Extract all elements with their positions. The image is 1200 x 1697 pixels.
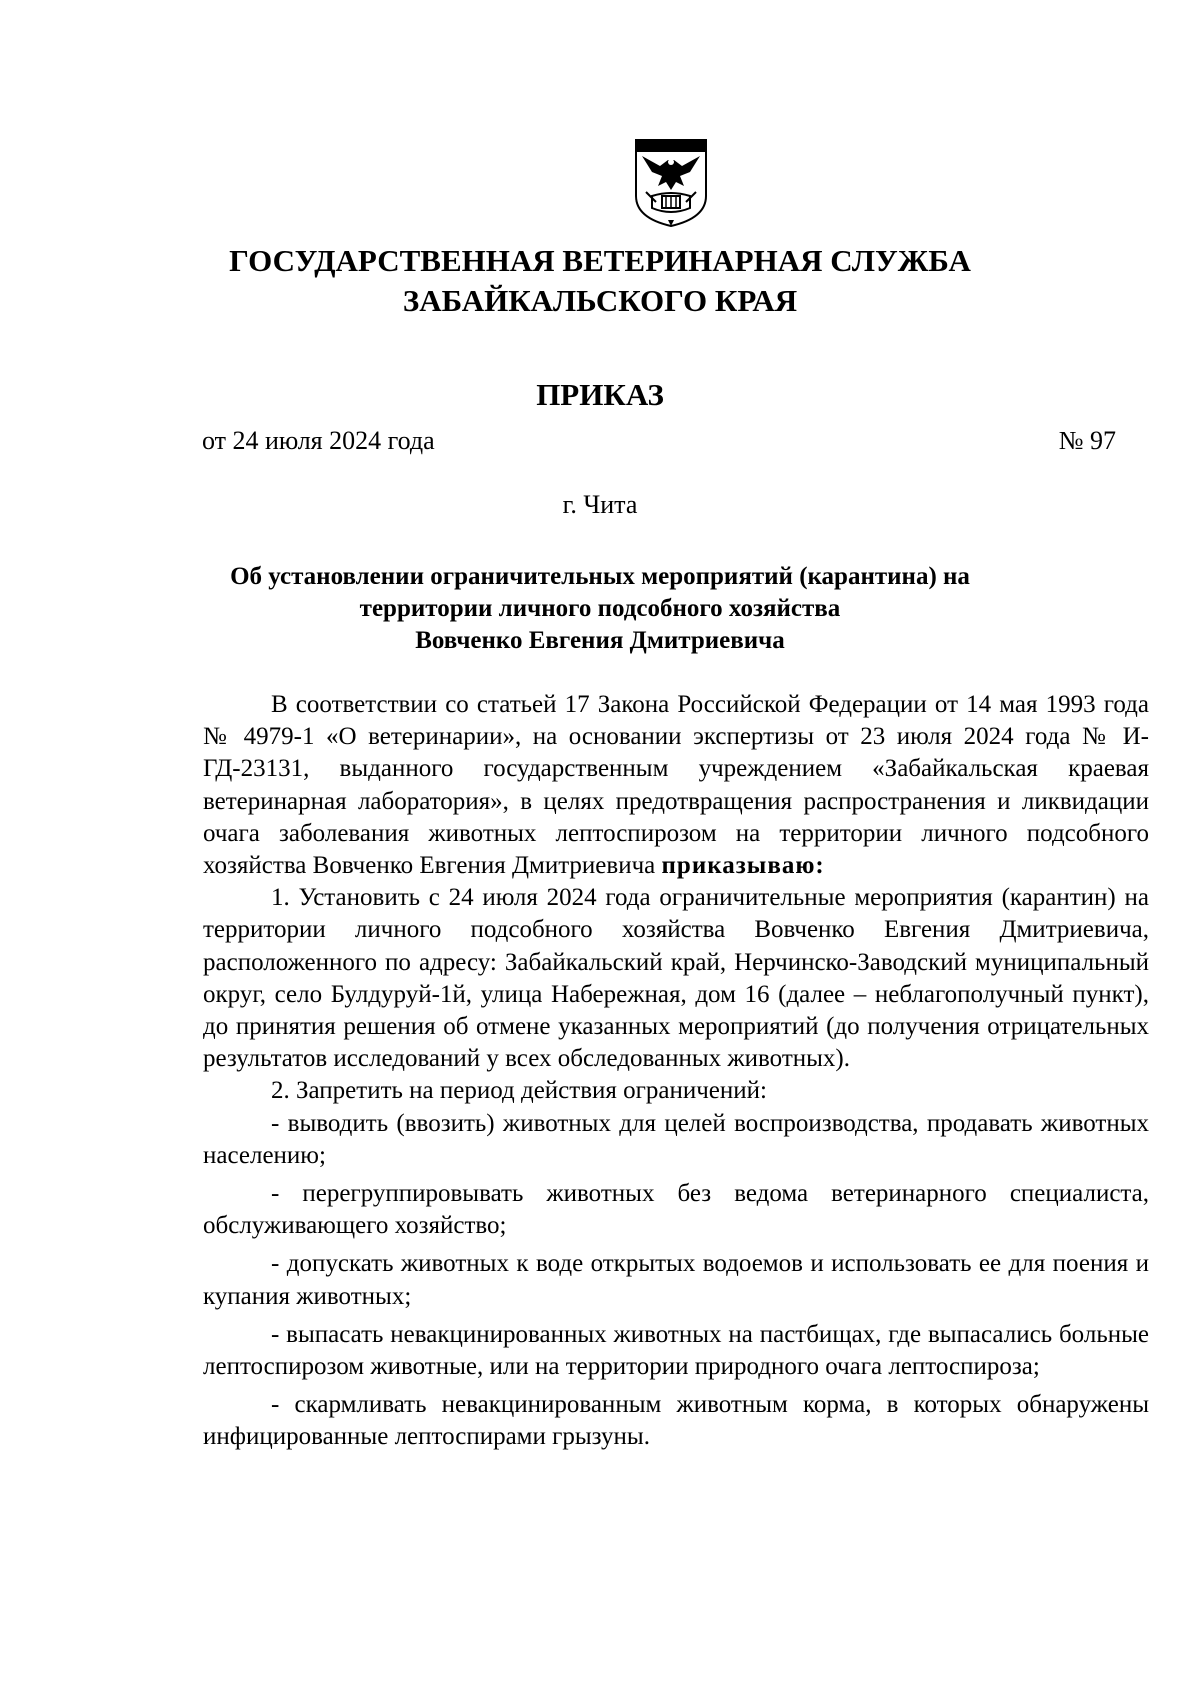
order-word: приказываю: (661, 852, 825, 880)
bullet-item: - перегруппировывать животных без ведома ветеринарного специалиста, обслуживающего хозяйство; (203, 1180, 1149, 1240)
bullet-item: - скармливать невакцинированным животным корма, в которых обнаружены инфицированные лептоспирами грызуны. (203, 1391, 1149, 1451)
organization-name-line2: ЗАБАЙКАЛЬСКОГО КРАЯ (402, 283, 798, 318)
document-body (203, 689, 1149, 1454)
document-city: г. Чита (562, 490, 638, 519)
bullet-item: - выводить (ввозить) животных для целей воспроизводства, продавать животных населению; (203, 1109, 1149, 1169)
subject-line: Вовченко Евгения Дмитриевича (415, 627, 785, 654)
item-2-paragraph: 2. Запретить на период действия ограничений: (271, 1077, 767, 1105)
document-date: от 24 июля 2024 года (202, 426, 435, 455)
organization-name-line1: ГОСУДАРСТВЕННАЯ ВЕТЕРИНАРНАЯ СЛУЖБА (229, 243, 971, 278)
coat-of-arms-emblem (632, 136, 710, 228)
document-title: ПРИКАЗ (536, 377, 664, 412)
bullet-item: - допускать животных к воде открытых водоемов и использовать ее для поения и купания животных; (203, 1250, 1149, 1310)
preamble-paragraph (203, 689, 1149, 882)
item-1-paragraph: 1. Установить с 24 июля 2024 года ограничительные мероприятия (карантин) на территории личного подсобного хозяйства Вовченко Евгения Дмитриевича, расположенного по адресу: Забайкальский край, Нерчинско-Заводский муниципальный округ, село Булдуруй-1й, улица Набережная, дом 16 (далее – неблагополучный пункт), до принятия решения об отмене указанных мероприятий (до получения отрицательных результатов исследований у всех обследованных животных). (203, 884, 1149, 1073)
document-subject (0, 561, 1200, 657)
preamble-text: В соответствии со статьей 17 Закона Российской Федерации от 14 мая 1993 года № 4979-1 «О ветеринарии», на основании экспертизы от 23 июля 2024 года № И-ГД-23131, выданного государственным учреждением «Забайкальская краевая ветеринарная лаборатория», в целях предотвращения распространения и ликвидации очага заболевания животных лептоспирозом на территории личного подсобного хозяйства Вовченко Евгения Дмитриевича (203, 691, 1149, 880)
subject-line: территории личного подсобного хозяйства (359, 595, 841, 622)
subject-line: Об установлении ограничительных мероприятий (карантина) на (230, 563, 970, 590)
bullet-item: - выпасать невакцинированных животных на пастбищах, где выпасались больные лептоспирозом животные, или на территории природного очага лептоспироза; (203, 1320, 1149, 1381)
document-number: № 97 (1058, 426, 1116, 455)
